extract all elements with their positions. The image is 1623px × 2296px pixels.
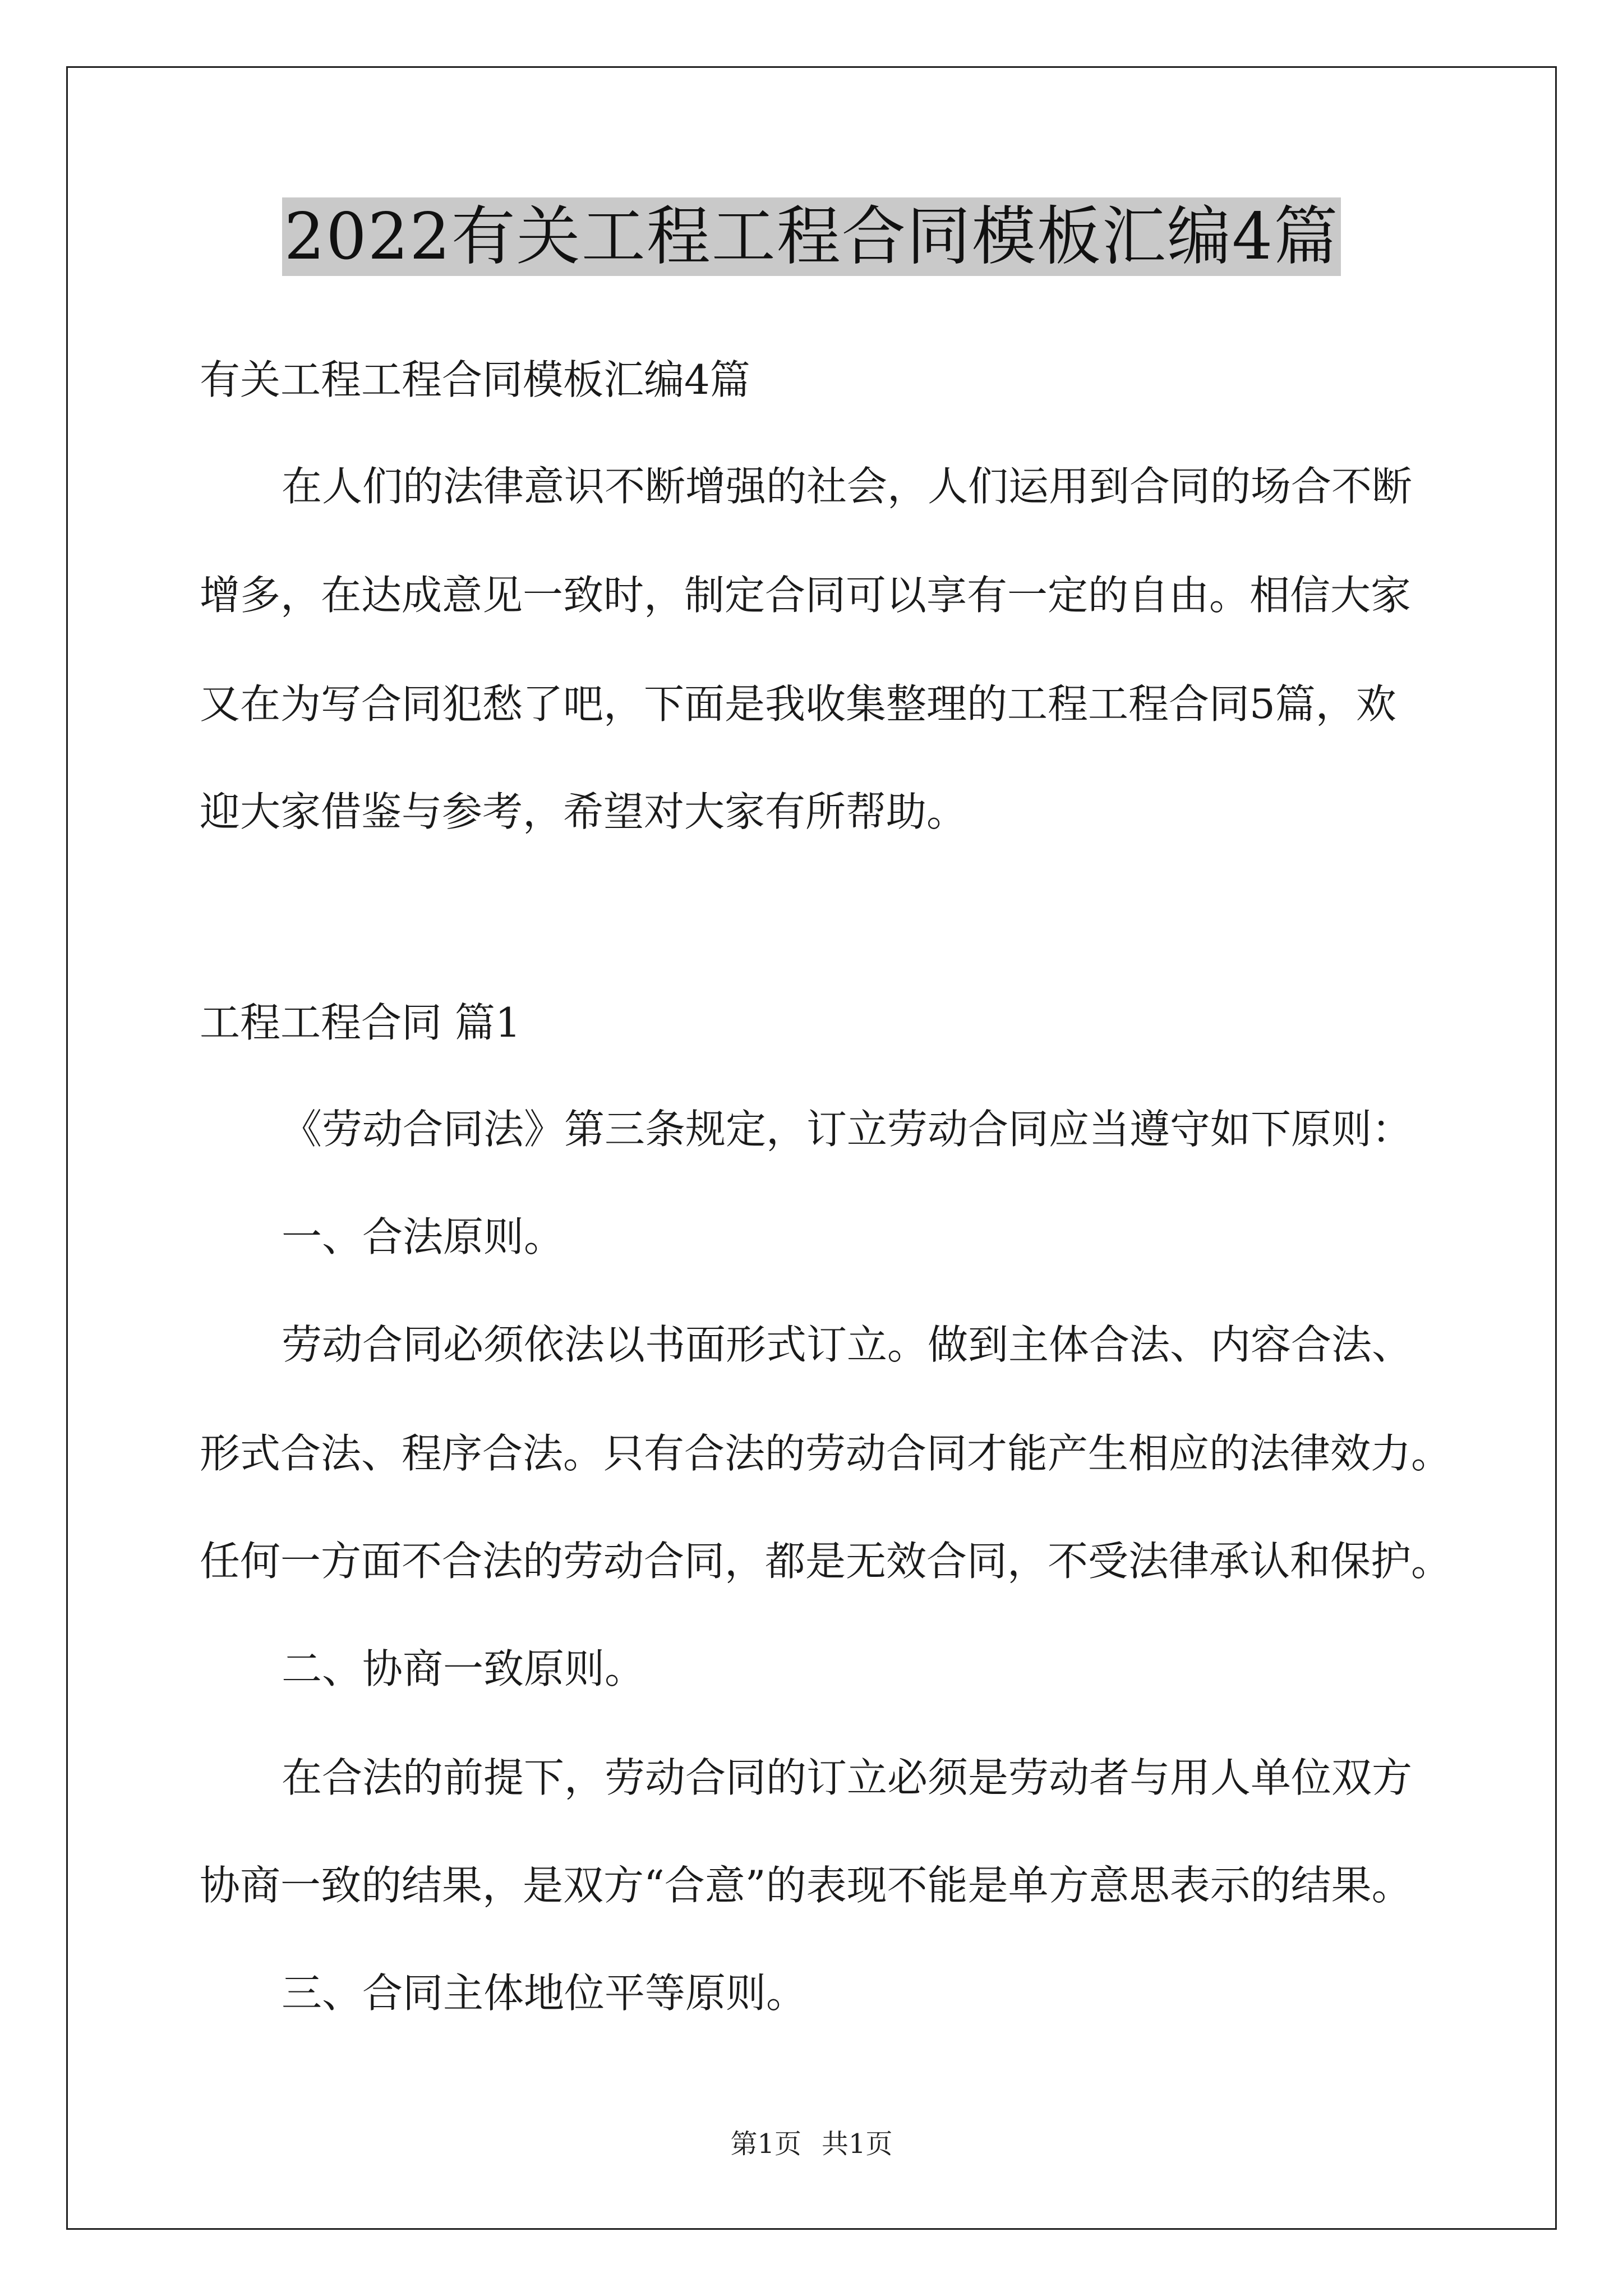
body-line: 三、合同主体地位平等原则。 (282, 1970, 807, 2017)
body-line: 《劳动合同法》第三条规定，订立劳动合同应当遵守如下原则： (282, 1106, 1413, 1153)
intro-line: 增多，在达成意见一致时，制定合同可以享有一定的自由。相信大家 (200, 572, 1412, 619)
body-line: 形式合法、程序合法。只有合法的劳动合同才能产生相应的法律效力。 (200, 1430, 1452, 1477)
intro-line: 迎大家借鉴与参考，希望对大家有所帮助。 (200, 788, 967, 835)
body-line: 任何一方面不合法的劳动合同，都是无效合同，不受法律承认和保护。 (200, 1538, 1452, 1585)
body-line: 劳动合同必须依法以书面形式订立。做到主体合法、内容合法、 (282, 1321, 1413, 1368)
section-heading: 工程工程合同 篇1 (200, 999, 521, 1046)
title-container (0, 197, 1623, 276)
page-number: 第1页 (730, 2128, 801, 2160)
subtitle: 有关工程工程合同模板汇编4篇 (200, 356, 750, 403)
page-footer (0, 2127, 1623, 2161)
body-line: 二、协商一致原则。 (282, 1645, 645, 1692)
body-line: 协商一致的结果，是双方“合意”的表现不能是单方意思表示的结果。 (200, 1862, 1412, 1909)
intro-line: 在人们的法律意识不断增强的社会，人们运用到合同的场合不断 (282, 463, 1413, 510)
page-total: 共1页 (822, 2128, 893, 2160)
intro-line: 又在为写合同犯愁了吧，下面是我收集整理的工程工程合同5篇，欢 (200, 680, 1396, 728)
document-title: 2022有关工程工程合同模板汇编4篇 (282, 197, 1341, 276)
body-line: 一、合法原则。 (282, 1213, 565, 1260)
body-line: 在合法的前提下，劳动合同的订立必须是劳动者与用人单位双方 (282, 1754, 1413, 1801)
